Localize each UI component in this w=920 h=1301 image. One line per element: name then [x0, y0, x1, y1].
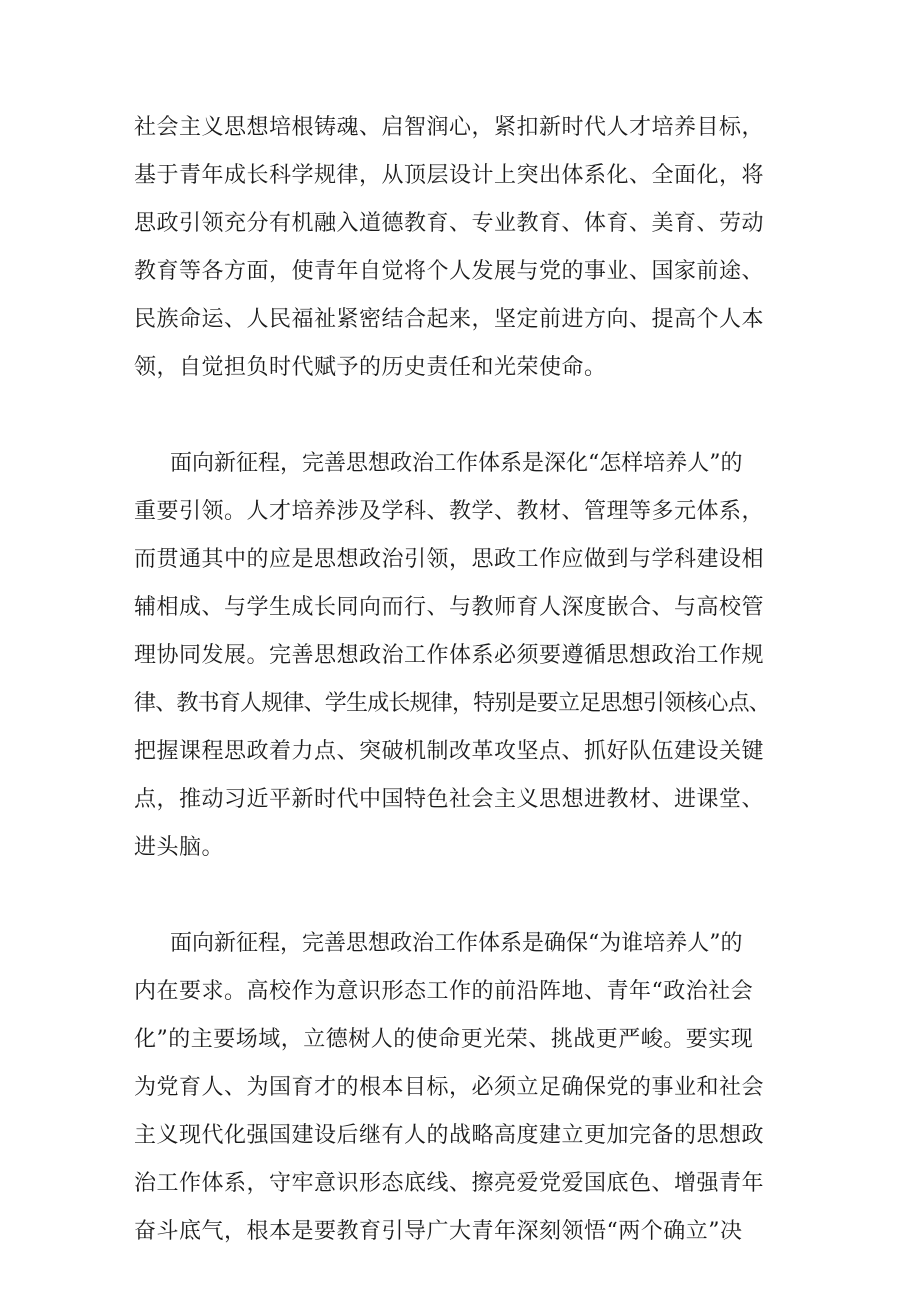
text-line: 主义现代化强国建设后继有人的战略高度建立更加完备的思想政 — [134, 1123, 765, 1148]
text-line: 律、教书育人规律、学生成长规律，特别是要立足思想引领核心点、 — [134, 691, 771, 716]
text-line: 进头脑。 — [134, 835, 225, 860]
paragraph-1 — [134, 104, 794, 392]
text-line: 重要引领。人才培养涉及学科、教学、教材、管理等多元体系， — [134, 499, 765, 524]
text-line: 治工作体系，守牢意识形态底线、擦亮爱党爱国底色、增强青年 — [134, 1171, 765, 1196]
text-line: 基于青年成长科学规律，从顶层设计上突出体系化、全面化，将 — [134, 163, 765, 188]
text-line: 社会主义思想培根铸魂、启智润心，紧扣新时代人才培养目标， — [134, 115, 765, 140]
text-line: 而贯通其中的应是思想政治引领，思政工作应做到与学科建设相 — [134, 547, 765, 572]
text-line: 面向新征程，完善思想政治工作体系是深化“怎样培养人”的 — [170, 451, 743, 476]
text-line: 民族命运、人民福祉紧密结合起来，坚定前进方向、提高个人本 — [134, 307, 765, 332]
text-line: 教育等各方面，使青年自觉将个人发展与党的事业、国家前途、 — [134, 259, 765, 284]
text-line: 辅相成、与学生成长同向而行、与教师育人深度嵌合、与高校管 — [134, 595, 765, 620]
text-line: 内在要求。高校作为意识形态工作的前沿阵地、青年“政治社会 — [134, 979, 754, 1004]
text-line: 奋斗底气，根本是要教育引导广大青年深刻领悟“两个确立”决 — [134, 1219, 743, 1244]
text-line: 把握课程思政着力点、突破机制改革攻坚点、抓好队伍建设关键 — [134, 739, 765, 764]
text-line: 领，自觉担负时代赋予的历史责任和光荣使命。 — [134, 355, 607, 380]
paragraph-gap — [134, 872, 794, 920]
document-body — [134, 104, 794, 1256]
text-line: 面向新征程，完善思想政治工作体系是确保“为谁培养人”的 — [170, 931, 743, 956]
text-line: 理协同发展。完善思想政治工作体系必须要遵循思想政治工作规 — [134, 643, 765, 668]
paragraph-gap — [134, 392, 794, 440]
text-line: 为党育人、为国育才的根本目标，必须立足确保党的事业和社会 — [134, 1075, 765, 1100]
paragraph-3 — [134, 920, 794, 1256]
text-line: 点，推动习近平新时代中国特色社会主义思想进教材、进课堂、 — [134, 787, 765, 812]
text-line: 思政引领充分有机融入道德教育、专业教育、体育、美育、劳动 — [134, 211, 765, 236]
text-line: 化”的主要场域，立德树人的使命更光荣、挑战更严峻。要实现 — [134, 1027, 754, 1052]
paragraph-2 — [134, 440, 794, 872]
